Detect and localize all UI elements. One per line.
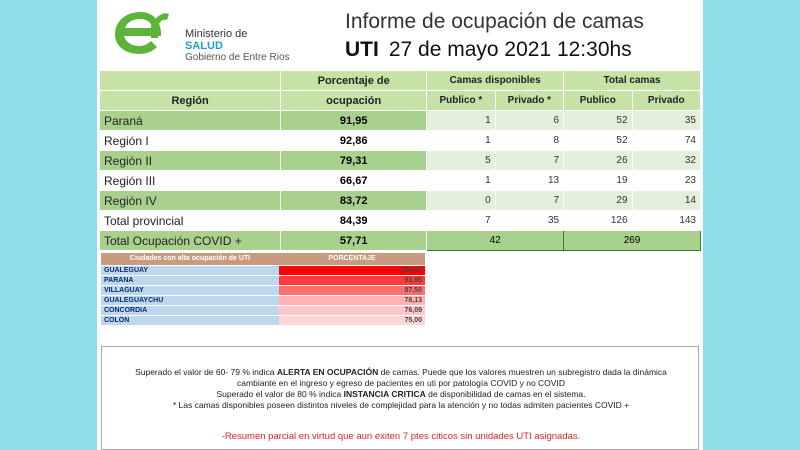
region-cell: Región IV [100, 191, 281, 211]
city-name: GUALEGUAY [101, 265, 279, 275]
org-line-2: SALUD [185, 40, 223, 52]
priv-tot-cell: 23 [632, 171, 700, 191]
table-row [100, 151, 701, 171]
city-row [101, 295, 425, 305]
pub-tot-cell: 26 [564, 151, 632, 171]
report-subtitle [345, 38, 632, 62]
table-row-covid [100, 231, 701, 251]
region-cell: Región I [100, 131, 281, 151]
pub-disp-cell: 1 [427, 171, 495, 191]
priv-tot-cell: 35 [632, 111, 700, 131]
covid-pct: 57,71 [281, 231, 427, 251]
pub-tot-cell: 52 [564, 111, 632, 131]
region-cell: Paraná [100, 111, 281, 131]
pub-tot-cell: 19 [564, 171, 632, 191]
priv-tot-cell: 74 [632, 131, 700, 151]
pct-cell: 92,86 [281, 131, 427, 151]
cities-table [101, 253, 425, 326]
report-title: Informe de ocupación de camas [345, 10, 644, 33]
note-line-4: * Las camas disponibles poseen distintos niveles de complejidad para la atención y no todas admiten pacientes COVID + [172, 400, 630, 410]
cities-header-city: Ciudades con alta ocupación de UTI [101, 253, 279, 265]
org-line-3: Gobierno de Entre Rios [185, 52, 290, 63]
col-pct-line2: ocupación [281, 91, 427, 111]
table-row [100, 111, 701, 131]
unit-label: UTI [345, 38, 379, 61]
org-name [185, 28, 290, 64]
city-row [101, 305, 425, 315]
col-priv-disp: Privado * [495, 91, 563, 111]
pub-disp-cell: 0 [427, 191, 495, 211]
pub-tot-cell: 126 [564, 211, 632, 231]
city-pct: 78,13 [279, 295, 425, 305]
table-header-row-2 [100, 91, 701, 111]
col-pub-tot: Publico [564, 91, 632, 111]
priv-disp-cell: 6 [495, 111, 563, 131]
covid-label: Total Ocupación COVID + [100, 231, 281, 251]
priv-disp-cell: 35 [495, 211, 563, 231]
notes-text [102, 367, 700, 411]
pct-cell: 84,39 [281, 211, 427, 231]
col-region: Región [100, 91, 281, 111]
pub-disp-cell: 1 [427, 111, 495, 131]
covid-disp-total: 42 [427, 231, 564, 251]
city-pct: 91,95 [279, 275, 425, 285]
priv-disp-cell: 7 [495, 191, 563, 211]
city-name: CONCORDIA [101, 305, 279, 315]
pct-cell: 79,31 [281, 151, 427, 171]
pct-cell: 91,95 [281, 111, 427, 131]
report-header [97, 0, 703, 70]
city-name: PARANA [101, 275, 279, 285]
covid-camas-total: 269 [564, 231, 701, 251]
col-priv-tot: Privado [632, 91, 700, 111]
note-line-1: Superado el valor de 60- 79 % indica ALERTA EN OCUPACIÓN de camas. Puede que los valores muestren un subregistro dada la dinámica [135, 367, 667, 377]
city-row [101, 315, 425, 325]
pub-tot-cell: 29 [564, 191, 632, 211]
note-line-3: Superado el valor de 80 % indica INSTANCIA CRITICA de disponibilidad de camas en el sistema. [216, 389, 586, 399]
city-name: COLON [101, 315, 279, 325]
table-row [100, 171, 701, 191]
priv-tot-cell: 14 [632, 191, 700, 211]
col-pub-disp: Publico * [427, 91, 495, 111]
ministry-logo-icon [111, 8, 171, 58]
org-line-1: Ministerio de [185, 28, 248, 40]
city-row [101, 285, 425, 295]
table-row-total [100, 211, 701, 231]
city-pct: 75,00 [279, 315, 425, 325]
pub-disp-cell: 5 [427, 151, 495, 171]
notes-box [101, 346, 699, 450]
table-row [100, 191, 701, 211]
priv-disp-cell: 7 [495, 151, 563, 171]
occupancy-table [99, 70, 701, 251]
pct-cell: 66,67 [281, 171, 427, 191]
cities-header-pct: PORCENTAJE [279, 253, 425, 265]
city-name: VILLAGUAY [101, 285, 279, 295]
col-pct-line1: Porcentaje de [281, 71, 427, 91]
region-cell: Región III [100, 171, 281, 191]
city-pct: 76,09 [279, 305, 425, 315]
pub-disp-cell: 7 [427, 211, 495, 231]
pct-cell: 83,72 [281, 191, 427, 211]
note-line-2: cambiante en el ingreso y egreso de pacientes en uti por patología COVID y no COVID [237, 378, 565, 388]
region-cell: Total provincial [100, 211, 281, 231]
priv-tot-cell: 143 [632, 211, 700, 231]
priv-disp-cell: 13 [495, 171, 563, 191]
report-sheet [97, 0, 703, 450]
city-pct: 100,00 [279, 265, 425, 275]
city-row [101, 275, 425, 285]
report-date: 27 de mayo 2021 12:30hs [388, 38, 632, 61]
city-name: GUALEGUAYCHU [101, 295, 279, 305]
city-row [101, 265, 425, 275]
city-pct: 87,50 [279, 285, 425, 295]
table-row [100, 131, 701, 151]
priv-tot-cell: 32 [632, 151, 700, 171]
pub-disp-cell: 1 [427, 131, 495, 151]
group-total-camas: Total camas [564, 71, 701, 91]
note-warning: -Resumen parcial en virtud que aun exiten 7 ptes citicos sin unidades UTI asignadas. [221, 431, 581, 442]
occupancy-table-area [99, 70, 701, 248]
table-header-row-1 [100, 71, 701, 91]
priv-disp-cell: 8 [495, 131, 563, 151]
cities-header [101, 253, 425, 265]
pub-tot-cell: 52 [564, 131, 632, 151]
region-cell: Región II [100, 151, 281, 171]
group-disponibles: Camas disponibles [427, 71, 564, 91]
